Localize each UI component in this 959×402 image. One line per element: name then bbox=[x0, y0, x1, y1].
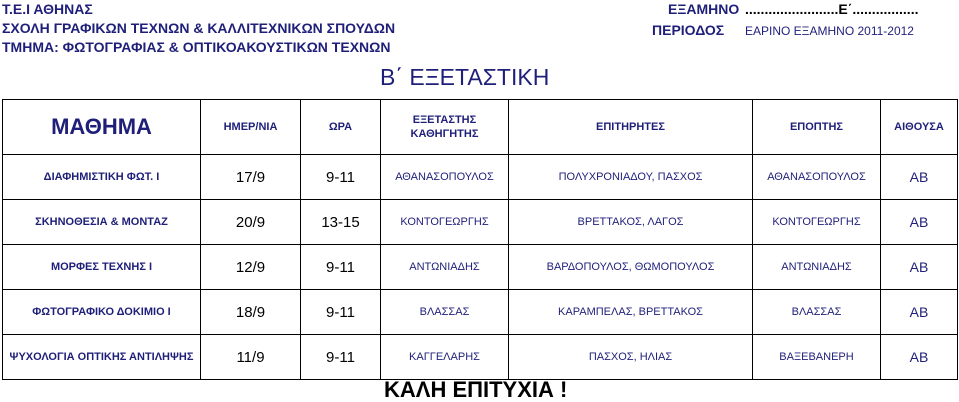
period-value: ΕΑΡΙΝΟ ΕΞΑΜΗΝΟ 2011-2012 bbox=[745, 24, 914, 38]
examiner-cell: ΑΘΑΝΑΣΟΠΟΥΛΟΣ bbox=[381, 155, 509, 200]
semester-value: ........................Ε΄................. bbox=[745, 1, 919, 17]
supervisor-cell: ΒΛΑΣΣΑΣ bbox=[753, 290, 881, 335]
time-cell: 9-11 bbox=[301, 290, 381, 335]
table-row bbox=[3, 155, 958, 200]
table-row bbox=[3, 200, 958, 245]
room-cell: ΑΒ bbox=[881, 200, 958, 245]
date-cell: 17/9 bbox=[201, 155, 301, 200]
table-row bbox=[3, 290, 958, 335]
department-name: ΤΜΗΜΑ: ΦΩΤΟΓΡΑΦΙΑΣ & ΟΠΤΙΚΟΑΚΟΥΣΤΙΚΩΝ ΤΕΧΝΩΝ bbox=[2, 39, 391, 55]
room-cell: ΑΒ bbox=[881, 290, 958, 335]
course-cell: ΜΟΡΦΕΣ ΤΕΧΝΗΣ Ι bbox=[3, 245, 201, 290]
room-cell: ΑΒ bbox=[881, 155, 958, 200]
invigilators-cell: ΚΑΡΑΜΠΕΛΑΣ, ΒΡΕΤΤΑΚΟΣ bbox=[509, 290, 753, 335]
course-cell: ΨΥΧΟΛΟΓΙΑ ΟΠΤΙΚΗΣ ΑΝΤΙΛΗΨΗΣ bbox=[3, 335, 201, 380]
column-header-room: ΑΙΘΟΥΣΑ bbox=[881, 100, 958, 155]
examiner-cell: ΒΛΑΣΣΑΣ bbox=[381, 290, 509, 335]
supervisor-cell: ΒΑΞΕΒΑΝΕΡΗ bbox=[753, 335, 881, 380]
course-cell: ΦΩΤΟΓΡΑΦΙΚΟ ΔΟΚΙΜΙΟ Ι bbox=[3, 290, 201, 335]
date-cell: 11/9 bbox=[201, 335, 301, 380]
examiner-header-line2: ΚΑΘΗΓΗΤΗΣ bbox=[410, 128, 479, 140]
time-cell: 9-11 bbox=[301, 245, 381, 290]
semester-label: ΕΞΑΜΗΝΟ bbox=[668, 1, 740, 17]
column-header-course: ΜΑΘΗΜΑ bbox=[3, 100, 201, 155]
column-header-invigilators: ΕΠΙΤΗΡΗΤΕΣ bbox=[509, 100, 753, 155]
time-cell: 9-11 bbox=[301, 155, 381, 200]
column-header-time: ΩΡΑ bbox=[301, 100, 381, 155]
invigilators-cell: ΠΟΛΥΧΡΟΝΙΑΔΟΥ, ΠΑΣΧΟΣ bbox=[509, 155, 753, 200]
school-name: ΣΧΟΛΗ ΓΡΑΦΙΚΩΝ ΤΕΧΝΩΝ & ΚΑΛΛΙΤΕΧΝΙΚΩΝ ΣΠΟΥΔΩΝ bbox=[2, 20, 396, 36]
room-cell: ΑΒ bbox=[881, 245, 958, 290]
footer-message: ΚΑΛΗ ΕΠΙΤΥΧΙΑ ! bbox=[384, 377, 568, 402]
invigilators-cell: ΠΑΣΧΟΣ, ΗΛΙΑΣ bbox=[509, 335, 753, 380]
examiner-cell: ΚΟΝΤΟΓΕΩΡΓΗΣ bbox=[381, 200, 509, 245]
institution-name: Τ.Ε.Ι ΑΘΗΝΑΣ bbox=[2, 1, 93, 17]
column-header-date: ΗΜΕΡ/ΝΙΑ bbox=[201, 100, 301, 155]
course-cell: ΔΙΑΦΗΜΙΣΤΙΚΗ ΦΩΤ. Ι bbox=[3, 155, 201, 200]
examiner-cell: ΑΝΤΩΝΙΑΔΗΣ bbox=[381, 245, 509, 290]
time-cell: 13-15 bbox=[301, 200, 381, 245]
table-header-row bbox=[3, 100, 958, 155]
date-cell: 18/9 bbox=[201, 290, 301, 335]
column-header-examiner bbox=[381, 100, 509, 155]
invigilators-cell: ΒΑΡΔΟΠΟΥΛΟΣ, ΘΩΜΟΠΟΥΛΟΣ bbox=[509, 245, 753, 290]
table-row bbox=[3, 245, 958, 290]
exam-schedule-table bbox=[2, 99, 958, 380]
period-label: ΠΕΡΙΟΔΟΣ bbox=[652, 22, 725, 38]
room-cell: ΑΒ bbox=[881, 335, 958, 380]
supervisor-cell: ΑΘΑΝΑΣΟΠΟΥΛΟΣ bbox=[753, 155, 881, 200]
course-cell: ΣΚΗΝΟΘΕΣΙΑ & ΜΟΝΤΑΖ bbox=[3, 200, 201, 245]
time-cell: 9-11 bbox=[301, 335, 381, 380]
column-header-supervisor: ΕΠΟΠΤΗΣ bbox=[753, 100, 881, 155]
supervisor-cell: ΑΝΤΩΝΙΑΔΗΣ bbox=[753, 245, 881, 290]
table-row bbox=[3, 335, 958, 380]
supervisor-cell: ΚΟΝΤΟΓΕΩΡΓΗΣ bbox=[753, 200, 881, 245]
date-cell: 20/9 bbox=[201, 200, 301, 245]
date-cell: 12/9 bbox=[201, 245, 301, 290]
examiner-cell: ΚΑΓΓΕΛΑΡΗΣ bbox=[381, 335, 509, 380]
page-title: Β΄ ΕΞΕΤΑΣΤΙΚΗ bbox=[380, 64, 550, 90]
examiner-header-line1: ΕΞΕΤΑΣΤΗΣ bbox=[412, 114, 477, 126]
invigilators-cell: ΒΡΕΤΤΑΚΟΣ, ΛΑΓΟΣ bbox=[509, 200, 753, 245]
